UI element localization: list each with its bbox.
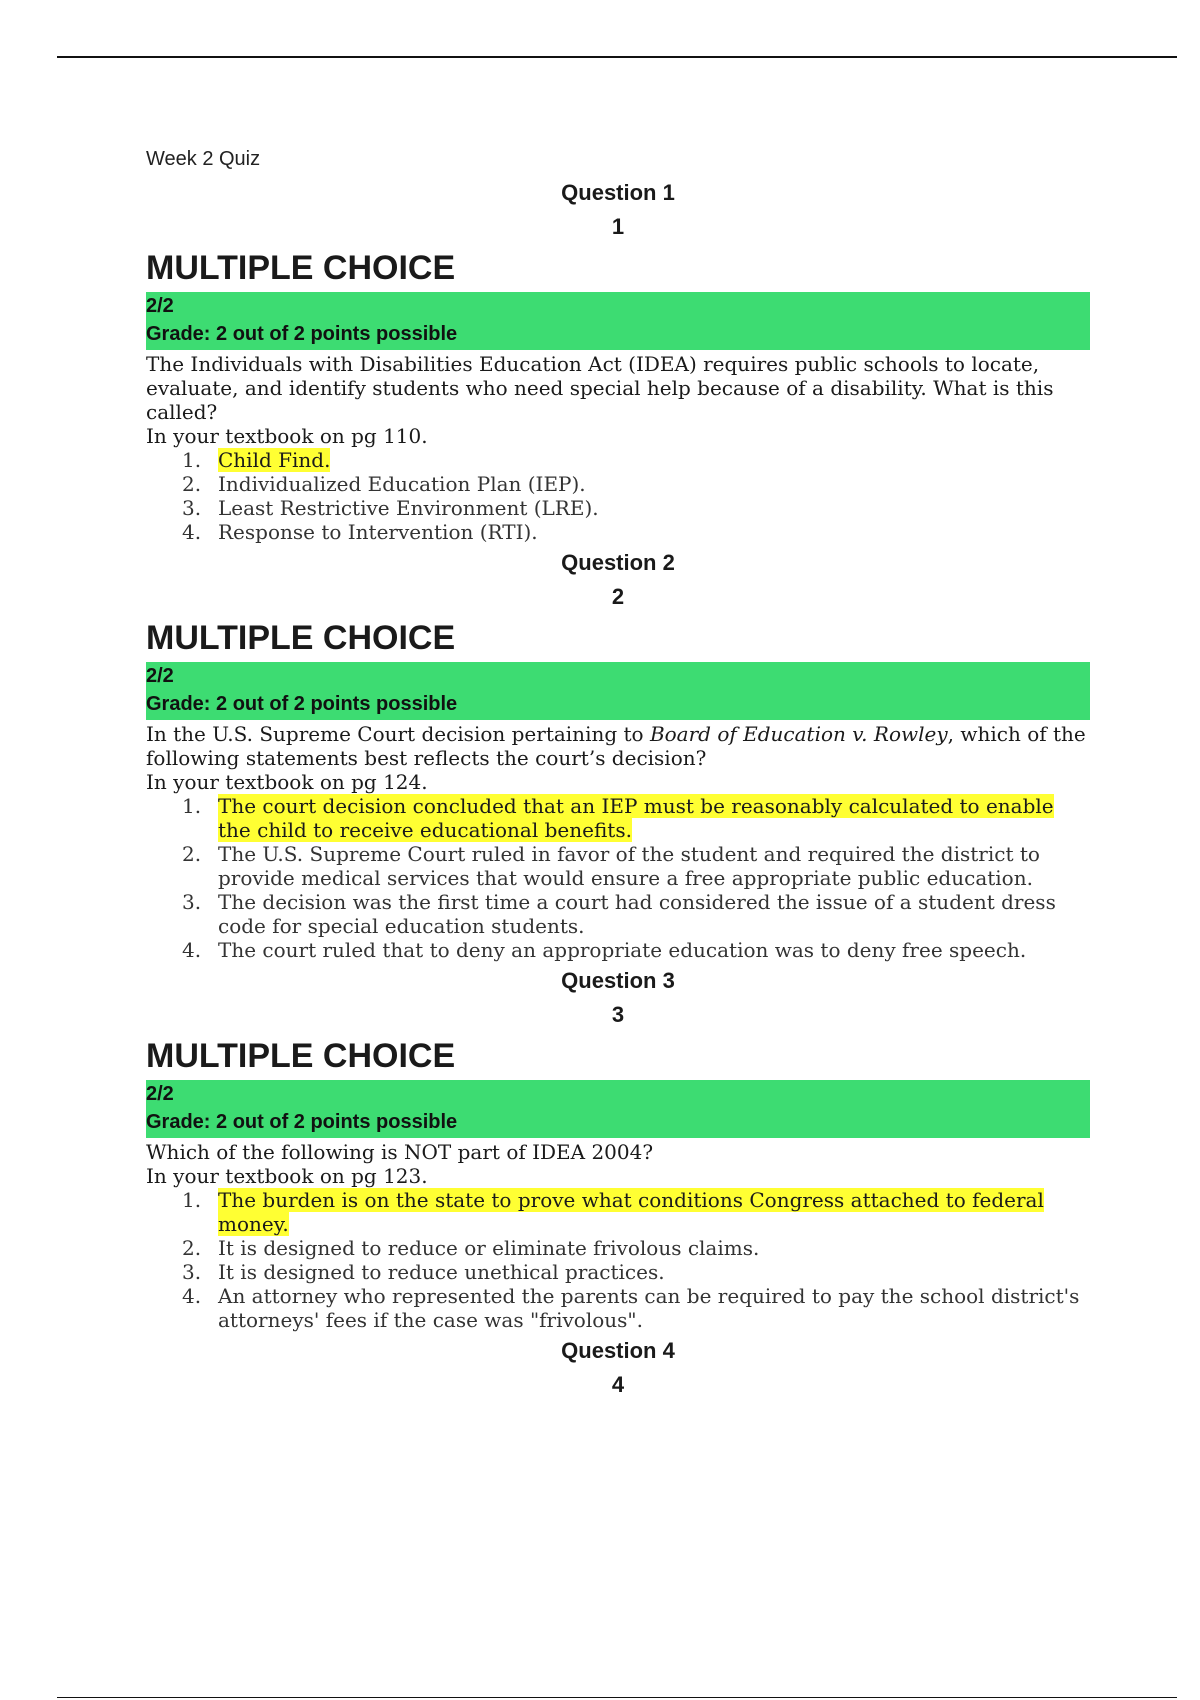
answer-list [146, 448, 1090, 544]
answer-option [146, 794, 1090, 842]
answer-option [146, 520, 1090, 544]
answer-option [146, 1260, 1090, 1284]
grade-label: Grade: 2 out of 2 points possible [146, 693, 458, 715]
question-number: 1 [611, 214, 625, 239]
grade-label: Grade: 2 out of 2 points possible [146, 1111, 458, 1133]
question-section [146, 966, 1090, 1332]
question-number: 3 [611, 1002, 625, 1027]
answer-option [146, 842, 1090, 890]
correct-answer-text: The court decision concluded that an IEP must be reasonably calculated to enable the child to receive educational benefits. [218, 794, 1054, 842]
question-type-heading: MULTIPLE CHOICE [146, 1037, 456, 1075]
score-label: 2/2 [146, 295, 174, 317]
grade-banner [146, 662, 1090, 720]
answer-option [146, 496, 1090, 520]
answer-list [146, 1188, 1090, 1332]
question-list [146, 178, 1090, 1332]
bottom-rule [57, 1697, 1177, 1698]
question-type-heading: MULTIPLE CHOICE [146, 249, 456, 287]
score-label: 2/2 [146, 665, 174, 687]
question-heading: Question 4 [561, 1338, 675, 1363]
grade-label: Grade: 2 out of 2 points possible [146, 323, 458, 345]
correct-answer-text: Child Find. [218, 448, 331, 472]
question-type-heading: MULTIPLE CHOICE [146, 619, 456, 657]
document-title: Week 2 Quiz [146, 148, 261, 170]
answer-option [146, 472, 1090, 496]
answer-option [146, 1284, 1090, 1332]
answer-number: 2. [182, 842, 202, 866]
answer-text: Least Restrictive Environment (LRE). [218, 496, 599, 520]
question-text-main: The Individuals with Disabilities Education Act (IDEA) requires public schools to locate, evaluate, and identify students who need special help because of a disability. What is this called? [146, 352, 1054, 424]
question-text-rest: , which of the following statements best reflects the court’s decision? [146, 722, 1086, 770]
answer-option [146, 448, 1090, 472]
quiz-page [146, 146, 1090, 1404]
answer-text: The court ruled that to deny an appropriate education was to deny free speech. [218, 938, 1027, 962]
question-text [146, 1140, 1090, 1164]
question-number: 4 [611, 1372, 625, 1397]
question-text-main: In the U.S. Supreme Court decision pertaining to [146, 722, 650, 746]
answer-text: An attorney who represented the parents can be required to pay the school district's attorneys' fees if the case was "frivolous". [218, 1284, 1080, 1332]
answer-text: The U.S. Supreme Court ruled in favor of the student and required the district to provide medical services that would ensure a free appropriate public education. [218, 842, 1040, 890]
answer-number: 4. [182, 1284, 202, 1308]
answer-text: Response to Intervention (RTI). [218, 520, 538, 544]
question-text [146, 352, 1090, 424]
answer-number: 4. [182, 938, 202, 962]
answer-option [146, 1236, 1090, 1260]
top-rule [57, 56, 1177, 58]
answer-number: 1. [182, 448, 202, 472]
answer-option [146, 938, 1090, 962]
answer-number: 3. [182, 1260, 202, 1284]
correct-answer-text: The burden is on the state to prove what conditions Congress attached to federal money. [218, 1188, 1044, 1236]
answer-option [146, 1188, 1090, 1236]
question-number: 2 [611, 584, 625, 609]
grade-banner [146, 292, 1090, 350]
answer-text: The decision was the first time a court had considered the issue of a student dress code for special education students. [218, 890, 1056, 938]
answer-number: 4. [182, 520, 202, 544]
answer-number: 3. [182, 496, 202, 520]
question-text [146, 722, 1090, 770]
question-text-main: Which of the following is NOT part of IDEA 2004? [146, 1140, 654, 1164]
answer-text: It is designed to reduce unethical practices. [218, 1260, 665, 1284]
answer-number: 2. [182, 1236, 202, 1260]
textbook-reference: In your textbook on pg 124. [146, 770, 428, 794]
answer-number: 1. [182, 1188, 202, 1212]
answer-option [146, 890, 1090, 938]
score-label: 2/2 [146, 1083, 174, 1105]
answer-list [146, 794, 1090, 962]
textbook-reference: In your textbook on pg 123. [146, 1164, 428, 1188]
question-heading: Question 1 [561, 180, 675, 205]
question-section [146, 178, 1090, 544]
case-name: Board of Education v. Rowley [649, 722, 948, 746]
answer-number: 3. [182, 890, 202, 914]
textbook-reference: In your textbook on pg 110. [146, 424, 428, 448]
question-section [146, 548, 1090, 962]
question-heading: Question 3 [561, 968, 675, 993]
answer-text: It is designed to reduce or eliminate frivolous claims. [218, 1236, 760, 1260]
question-4-header [146, 1336, 1090, 1400]
answer-number: 1. [182, 794, 202, 818]
grade-banner [146, 1080, 1090, 1138]
question-heading: Question 2 [561, 550, 675, 575]
answer-text: Individualized Education Plan (IEP). [218, 472, 586, 496]
answer-number: 2. [182, 472, 202, 496]
